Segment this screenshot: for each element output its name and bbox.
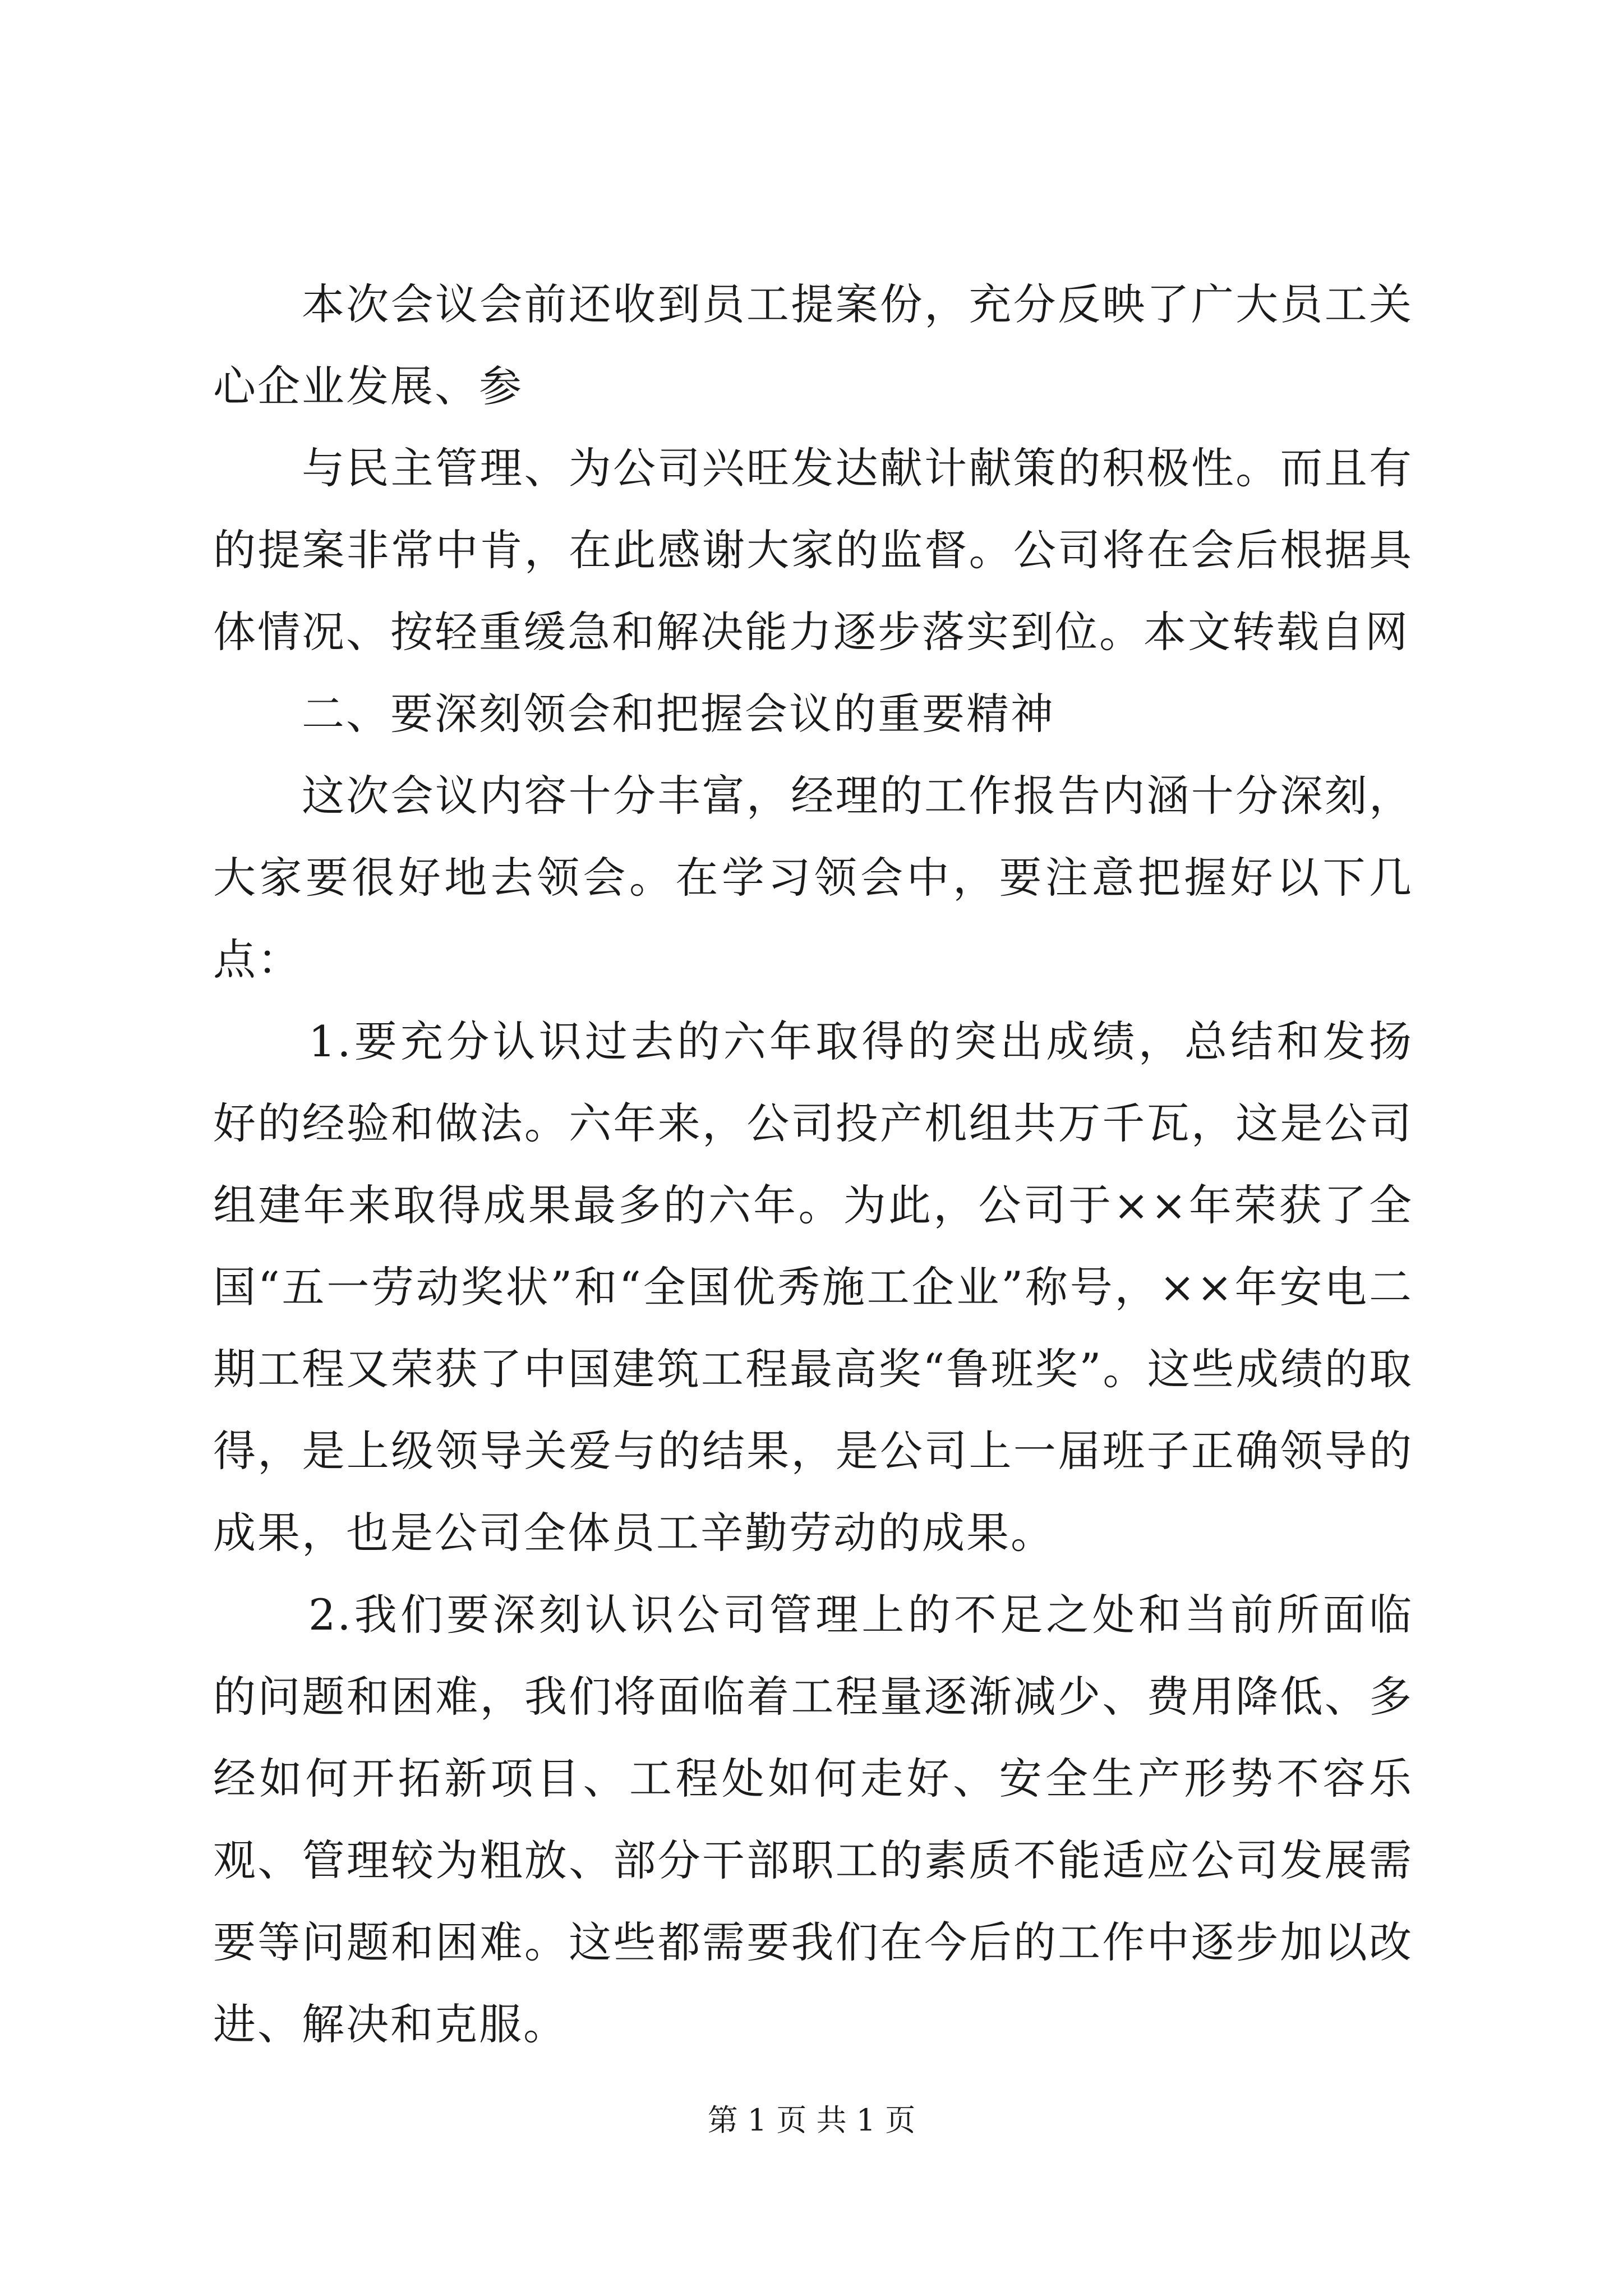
section-heading-two: 二、要深刻领会和把握会议的重要精神 [302,689,1055,739]
document-body [213,264,1413,2065]
page-number-footer: 第 1 页 共 1 页 [707,2102,916,2138]
paragraph-democratic-management: 与民主管理、为公司兴旺发达献计献策的积极性。而且有的提案非常中肯，在此感谢大家的监督。公司将在会后根据具体情况、按轻重缓急和解决能力逐步落实到位。本文转载自网 [213,443,1413,657]
list-item-achievements: 1.要充分认识过去的六年取得的突出成绩，总结和发扬好的经验和做法。六年来，公司投产机组共万千瓦，这是公司组建年来取得成果最多的六年。为此，公司于××年荣获了全国“五一劳动奖状”和“全国优秀施工企业”称号，××年安电二期工程又荣获了中国建筑工程最高奖“鲁班奖”。这些成绩的取得，是上级领导关爱与的结果，是公司上一届班子正确领导的成果，也是公司全体员工辛勤劳动的成果。 [213,1016,1413,1558]
list-item-shortcomings: 2.我们要深刻认识公司管理上的不足之处和当前所面临的问题和困难，我们将面临着工程量逐渐减少、费用降低、多经如何开拓新项目、工程处如何走好、安全生产形势不容乐观、管理较为粗放、部分干部职工的素质不能适应公司发展需要等问题和困难。这些都需要我们在今后的工作中逐步加以改进、解决和克服。 [213,1590,1413,2049]
paragraph-proposals: 本次会议会前还收到员工提案份，充分反映了广大员工关心企业发展、参 [213,279,1413,411]
paragraph-meeting-content: 这次会议内容十分丰富，经理的工作报告内涵十分深刻，大家要很好地去领会。在学习领会中，要注意把握好以下几点： [213,771,1413,984]
